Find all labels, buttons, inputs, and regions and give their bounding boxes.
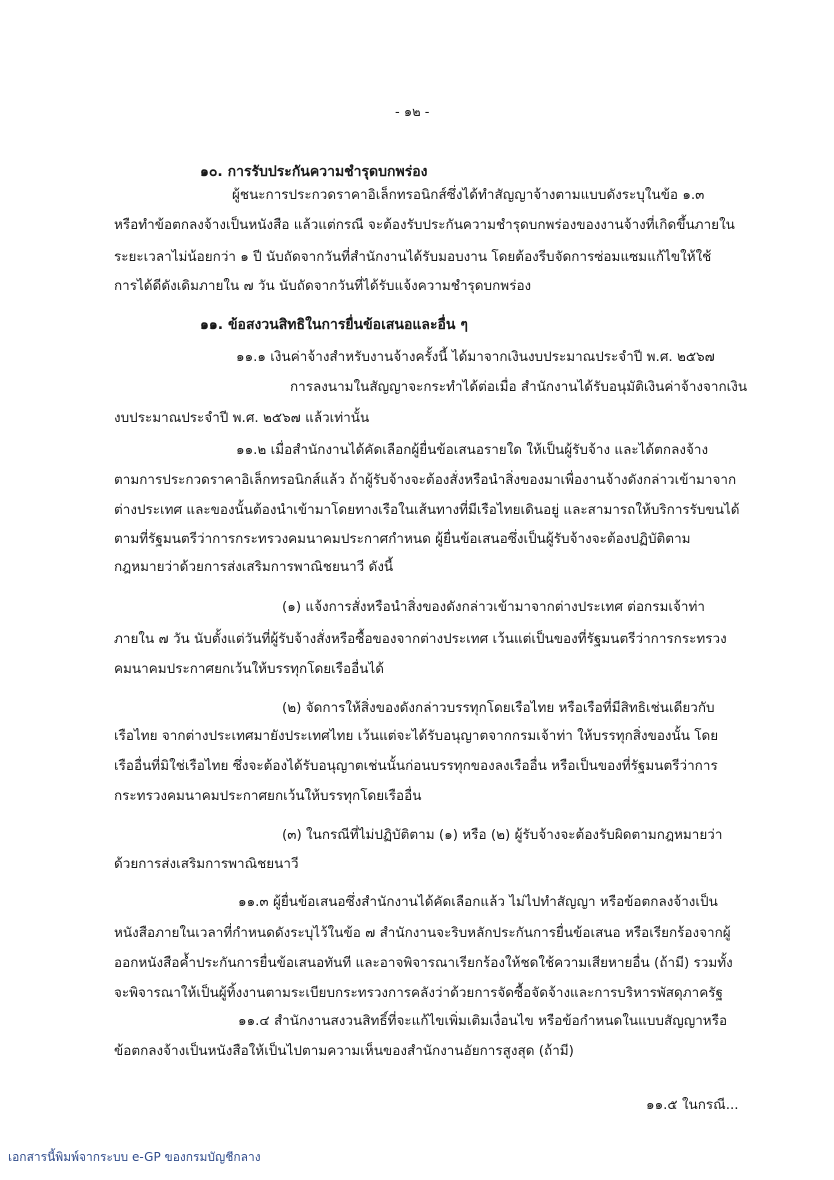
paragraph-line: ต่างประเทศ และของนั้นต้องนำเข้ามาโดยทางเรือในเส้นทางที่มีเรือไทยเดินอยู่ และสามารถให้บริการรับขนได้ — [114, 502, 740, 518]
paragraph-line: เรือไทย จากต่างประเทศมายังประเทศไทย เว้นแต่จะได้รับอนุญาตจากกรมเจ้าท่า ให้บรรทุกสิ่งของนั้น โดย — [114, 728, 719, 744]
paragraph-line: หรือทำข้อตกลงจ้างเป็นหนังสือ แล้วแต่กรณี จะต้องรับประกันความชำรุดบกพร่องของงานจ้างที่เกิดขึ้นภายใน — [114, 217, 735, 233]
paragraph-line: งบประมาณประจำปี พ.ศ. ๒๕๖๗ แล้วเท่านั้น — [114, 410, 370, 426]
continuation-reference: ๑๑.๕ ในกรณี... — [646, 1097, 739, 1113]
paragraph-line: ระยะเวลาไม่น้อยกว่า ๑ ปี นับถัดจากวันที่สำนักงานได้รับมอบงาน โดยต้องรีบจัดการซ่อมแซมแก้ไขให้ใช้ — [114, 249, 712, 265]
clause-11-4: ๑๑.๔ สำนักงานสงวนสิทธิ์ที่จะแก้ไขเพิ่มเติมเงื่อนไข หรือข้อกำหนดในแบบสัญญาหรือ — [238, 1013, 728, 1029]
item-3: (๓) ในกรณีที่ไม่ปฏิบัติตาม (๑) หรือ (๒) ผู้รับจ้างจะต้องรับผิดตามกฎหมายว่า — [282, 827, 723, 843]
paragraph-line: ตามที่รัฐมนตรีว่าการกระทรวงคมนาคมประกาศกำหนด ผู้ยื่นข้อเสนอซึ่งเป็นผู้รับจ้างจะต้องปฏิบัติตาม — [114, 531, 691, 547]
paragraph-line: จะพิจารณาให้เป็นผู้ทิ้งงานตามระเบียบกระทรวงการคลังว่าด้วยการจัดซื้อจัดจ้างและการบริหารพัสดุภาครัฐ — [114, 985, 723, 1001]
paragraph-line: ออกหนังสือค้ำประกันการยื่นข้อเสนอทันที และอาจพิจารณาเรียกร้องให้ชดใช้ความเสียหายอื่น (ถ้ามี) รวมทั้ง — [114, 955, 733, 971]
paragraph-line: คมนาคมประกาศยกเว้นให้บรรทุกโดยเรืออื่นได้ — [114, 661, 384, 677]
footer-note: เอกสารนี้พิมพ์จากระบบ e-GP ของกรมบัญชีกลาง — [8, 1150, 261, 1164]
paragraph-line: ผู้ชนะการประกวดราคาอิเล็กทรอนิกส์ซึ่งได้ทำสัญญาจ้างตามแบบดังระบุในข้อ ๑.๓ — [232, 187, 705, 203]
paragraph-line: ด้วยการส่งเสริมการพาณิชยนาวี — [114, 856, 299, 872]
paragraph-line: หนังสือภายในเวลาที่กำหนดดังระบุไว้ในข้อ ๗ สำนักงานจะริบหลักประกันการยื่นข้อเสนอ หรือเรียกร้องจากผู้ — [114, 925, 731, 941]
paragraph-line: การลงนามในสัญญาจะกระทำได้ต่อเมื่อ สำนักงานได้รับอนุมัติเงินค่าจ้างจากเงิน — [290, 379, 748, 395]
paragraph-line: เรืออื่นที่มิใช่เรือไทย ซึ่งจะต้องได้รับอนุญาตเช่นนั้นก่อนบรรทุกของลงเรืออื่น หรือเป็นของที่รัฐมนตรีว่าการ — [114, 758, 718, 774]
paragraph-line: กฎหมายว่าด้วยการส่งเสริมการพาณิชยนาวี ดังนี้ — [114, 559, 394, 575]
paragraph-line: กระทรวงคมนาคมประกาศยกเว้นให้บรรทุกโดยเรืออื่น — [114, 788, 422, 804]
item-1: (๑) แจ้งการสั่งหรือนำสิ่งของดังกล่าวเข้ามาจากต่างประเทศ ต่อกรมเจ้าท่า — [282, 599, 705, 615]
paragraph-line: ภายใน ๗ วัน นับตั้งแต่วันที่ผู้รับจ้างสั่งหรือซื้อของจากต่างประเทศ เว้นแต่เป็นของที่รัฐมนตรีว่าการกระทรวง — [114, 631, 727, 647]
clause-11-3: ๑๑.๓ ผู้ยื่นข้อเสนอซึ่งสำนักงานได้คัดเลือกแล้ว ไม่ไปทำสัญญา หรือข้อตกลงจ้างเป็น — [238, 894, 718, 910]
clause-11-2: ๑๑.๒ เมื่อสำนักงานได้คัดเลือกผู้ยื่นข้อเสนอรายใด ให้เป็นผู้รับจ้าง และได้ตกลงจ้าง — [236, 442, 709, 458]
clause-11-1: ๑๑.๑ เงินค่าจ้างสำหรับงานจ้างครั้งนี้ ได้มาจากเงินงบประมาณประจำปี พ.ศ. ๒๕๖๗ — [236, 349, 715, 365]
paragraph-line: ข้อตกลงจ้างเป็นหนังสือให้เป็นไปตามความเห็นของสำนักงานอัยการสูงสุด (ถ้ามี) — [114, 1043, 574, 1059]
page-number: - ๑๒ - — [395, 105, 430, 120]
item-2: (๒) จัดการให้สิ่งของดังกล่าวบรรทุกโดยเรือไทย หรือเรือที่มีสิทธิเช่นเดียวกับ — [282, 700, 715, 716]
section-10-title: ๑๐. การรับประกันความชำรุดบกพร่อง — [200, 164, 428, 180]
paragraph-line: ตามการประกวดราคาอิเล็กทรอนิกส์แล้ว ถ้าผู้รับจ้างจะต้องสั่งหรือนำสิ่งของมาเพื่องานจ้างดังกล่าวเข้ามาจาก — [114, 472, 737, 488]
paragraph-line: การได้ดีดังเดิมภายใน ๗ วัน นับถัดจากวันที่ได้รับแจ้งความชำรุดบกพร่อง — [114, 278, 532, 294]
section-11-title: ๑๑. ข้อสงวนสิทธิในการยื่นข้อเสนอและอื่น ๆ — [200, 317, 468, 333]
